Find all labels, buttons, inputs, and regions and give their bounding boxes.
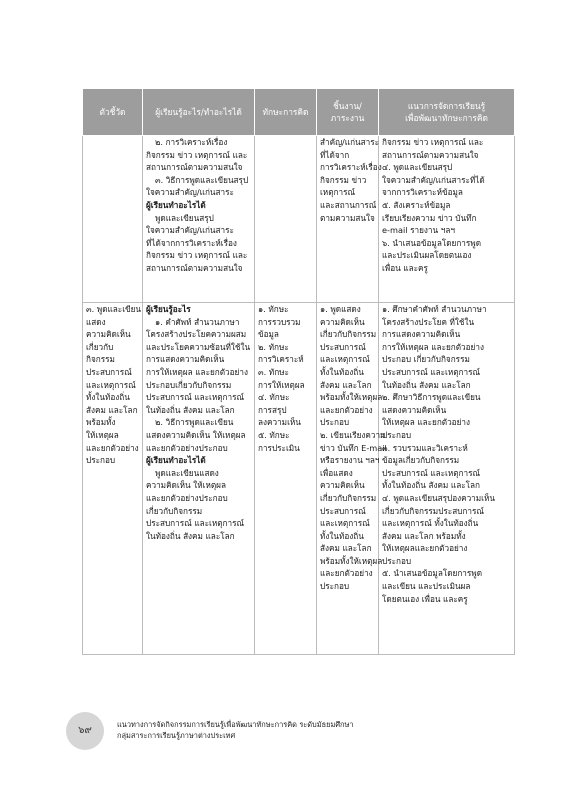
- cell-text-line: สถานการณ์ตามความสนใจ: [146, 162, 243, 173]
- cell-text-line: ๓. พูดและเขียน: [86, 304, 141, 314]
- cell-indicator: [83, 136, 143, 303]
- cell-workpiece: [317, 136, 382, 303]
- cell-text-line: เกี่ยวกับกิจกรรม: [146, 505, 203, 516]
- cell-text-line: ๒. การวิเคราะห์เรื่อง: [155, 137, 228, 147]
- cell-text-line: พูดและเขียนสรุป: [155, 212, 214, 223]
- cell-text-line: สังคม และโลก พร้อมทั้ง: [382, 530, 466, 541]
- cell-text-line: พร้อมทั้ง: [86, 417, 116, 428]
- cell-text-line: ความคิดเห็น: [320, 316, 365, 327]
- header-teaching-approach: แนวการจัดการเรียนรู้ เพื่อพัฒนาทักษะการคิด: [379, 89, 515, 136]
- cell-text-line: ประกอบ: [320, 417, 350, 428]
- cell-text-line: กิจกรรม ข่าว: [320, 174, 367, 185]
- cell-text-line: กิจกรรม ข่าว เหตุการณ์ และ: [146, 149, 248, 160]
- cell-text-line: และประโยคความซ้อนที่ใช้ใน: [146, 341, 251, 352]
- page-number: ๖๙: [66, 712, 104, 750]
- cell-text-line: e-mail รายงาน ฯลฯ: [382, 225, 455, 236]
- cell-text-line: ประสบการณ์: [320, 341, 366, 352]
- cell-text-line: ๔. พูดและเขียนสรุป: [382, 162, 453, 173]
- cell-text-line: ข่าว บันทึก E-mail: [320, 442, 387, 453]
- cell-heading: ผู้เรียนทำอะไรได้: [146, 199, 206, 210]
- cell-learner-outcome: [143, 303, 255, 655]
- cell-text-line: ใจความสำคัญ/แก่นสาระที่ได้: [382, 174, 485, 185]
- cell-heading: ผู้เรียนทำอะไรได้: [146, 455, 206, 466]
- cell-text-line: และยกตัวอย่าง: [86, 442, 139, 453]
- cell-text-line: และเหตุการณ์ ทั้งในท้องถิ่น: [382, 518, 479, 529]
- cell-text-line: โครงสร้างประโยค ที่ใช้ใน: [382, 316, 475, 327]
- cell-text-line: ประกอบ: [320, 581, 350, 592]
- cell-text-line: ในท้องถิ่น สังคม และโลก: [146, 530, 235, 541]
- cell-text-line: การให้เหตุผล: [258, 379, 305, 390]
- cell-text-line: โดยตนเอง เพื่อน และครู: [382, 593, 468, 604]
- cell-text-line: ใจความสำคัญ/แก่นสาระ: [146, 225, 234, 236]
- cell-text-line: สังคม และโลก: [86, 404, 138, 415]
- cell-text-line: ประสบการณ์ และเหตุการณ์: [382, 467, 481, 478]
- cell-text-line: เกี่ยวกับ: [86, 341, 114, 352]
- cell-text-line: ในท้องถิ่น สังคม และโลก: [382, 379, 471, 390]
- cell-text-line: เกี่ยวกับกิจกรรม: [320, 492, 377, 503]
- cell-text-line: ๓. วิธีการพูดและเขียนสรุป: [155, 174, 249, 185]
- cell-text-line: ประกอบเกี่ยวกับกิจกรรม: [146, 379, 232, 390]
- cell-text-line: ๓. รวบรวมและวิเคราะห์: [382, 442, 468, 453]
- footer-text: [117, 719, 354, 741]
- cell-text-line: และเหตุการณ์: [320, 518, 370, 529]
- cell-text-line: ข้อมูลเกี่ยวกับกิจกรรม: [382, 455, 460, 466]
- cell-text-line: ทั้งในท้องถิ่น: [320, 530, 364, 541]
- cell-text-line: ใจความสำคัญ/แก่นสาระ: [146, 187, 234, 198]
- cell-text-line: ทั้งในท้องถิ่น สังคม และโลก: [382, 480, 480, 491]
- cell-text-line: การแสดงความคิดเห็น: [146, 354, 225, 365]
- cell-text-line: ๒. ศึกษาวิธีการพูดและเขียน: [382, 392, 481, 403]
- cell-text-line: สำคัญ/แก่นสาระ: [320, 137, 380, 147]
- cell-text-line: และเหตุการณ์: [320, 354, 370, 365]
- cell-text-line: ๒. วิธีการพูดและเขียน: [155, 417, 234, 428]
- cell-text-line: และสถานการณ์: [320, 199, 377, 210]
- header-workpiece: ชิ้นงาน/ ภาระงาน: [317, 89, 379, 136]
- cell-text-line: เพื่อแสดง: [320, 467, 353, 478]
- cell-text-line: สถานการณ์ตามความสนใจ: [146, 262, 243, 273]
- cell-text-line: ความคิดเห็น ให้เหตุผล: [146, 480, 226, 491]
- cell-text-line: ตามความสนใจ: [320, 212, 375, 223]
- cell-text-line: ความคิดเห็น: [86, 329, 131, 340]
- cell-text-line: การรวบรวม: [258, 316, 301, 327]
- cell-text-line: ๑. ศึกษาคำศัพท์ สำนวนภาษา: [382, 304, 487, 314]
- cell-text-line: แสดงความคิดเห็น ให้เหตุผล: [146, 429, 246, 440]
- cell-teaching-approach: [379, 136, 515, 303]
- cell-text-line: กิจกรรม ข่าว เหตุการณ์ และ: [146, 250, 248, 261]
- cell-text-line: เหตุการณ์: [320, 187, 356, 198]
- cell-text-line: กิจกรรม ข่าว เหตุการณ์ และ: [382, 137, 484, 147]
- cell-text-line: ประกอบ: [382, 555, 412, 566]
- cell-text-line: เกี่ยวกับกิจกรรมประสบการณ์: [382, 505, 484, 516]
- cell-text-line: ในท้องถิ่น สังคม และโลก: [146, 404, 235, 415]
- cell-text-line: สถานการณ์ตามความสนใจ: [382, 149, 479, 160]
- table-header-row: [83, 89, 515, 136]
- header-thinking-skill: ทักษะการคิด: [255, 89, 317, 136]
- cell-text-line: ๕. สังเคราะห์ข้อมูล: [382, 199, 451, 210]
- cell-text-line: ประสบการณ์: [320, 505, 366, 516]
- cell-text-line: เกี่ยวกับกิจกรรม: [320, 329, 377, 340]
- cell-text-line: ให้เหตุผล และยกตัวอย่าง: [382, 417, 470, 428]
- cell-text-line: ความคิดเห็น: [320, 480, 365, 491]
- cell-text-line: ๒. ทักษะ: [258, 341, 289, 352]
- cell-text-line: ๖. นำเสนอข้อมูลโดยการพูด: [382, 237, 482, 248]
- cell-text-line: พร้อมทั้งให้เหตุผล: [320, 392, 383, 403]
- cell-text-line: และประเมินผลโดยตนเอง: [382, 250, 472, 261]
- header-indicator: ตัวชี้วัด: [83, 89, 143, 136]
- cell-text-line: ๒. เขียนเรียงความ: [320, 429, 386, 440]
- curriculum-table: [82, 88, 515, 655]
- cell-text-line: แสดงความคิดเห็น: [382, 404, 447, 415]
- cell-text-line: ๕. ทักษะ: [258, 429, 290, 440]
- footer-line-2: กลุ่มสาระการเรียนรู้ภาษาต่างประเทศ: [117, 731, 236, 740]
- cell-text-line: จากการวิเคราะห์ข้อมูล: [382, 187, 463, 198]
- cell-text-line: การให้เหตุผล และยกตัวอย่าง: [382, 341, 484, 352]
- cell-text-line: ประสบการณ์ และเหตุการณ์: [382, 366, 481, 377]
- cell-text-line: และยกตัวอย่างประกอบ: [146, 492, 228, 503]
- cell-indicator: [83, 303, 143, 655]
- cell-text-line: สังคม และโลก: [320, 543, 372, 554]
- cell-text-line: ลงความเห็น: [258, 417, 301, 428]
- cell-text-line: ประกอบ: [382, 429, 412, 440]
- table-row: [83, 136, 515, 303]
- cell-text-line: ประกอบ เกี่ยวกับกิจกรรม: [382, 354, 470, 365]
- cell-text-line: ให้เหตุผลและยกตัวอย่าง: [382, 543, 468, 554]
- cell-text-line: แสดง: [86, 316, 106, 327]
- cell-text-line: และยกตัวอย่างประกอบ: [146, 442, 228, 453]
- cell-text-line: ๕. นำเสนอข้อมูลโดยการพูด: [382, 568, 483, 579]
- cell-text-line: เรียบเรียงความ ข่าว บันทึก: [382, 212, 477, 223]
- cell-text-line: ๔. พูดและเขียนสรุปองความเห็น: [382, 492, 495, 503]
- cell-text-line: ประสบการณ์ และเหตุการณ์: [146, 392, 245, 403]
- cell-text-line: ประสบการณ์ และเหตุการณ์: [146, 518, 245, 529]
- cell-learner-outcome: [143, 136, 255, 303]
- cell-text-line: และเหตุการณ์: [86, 379, 136, 390]
- cell-text-line: กิจกรรม: [86, 354, 115, 365]
- cell-thinking-skill: [255, 303, 317, 655]
- cell-text-line: สังคม และโลก: [320, 379, 372, 390]
- cell-text-line: ประสบการณ์: [86, 366, 132, 377]
- header-learner-outcome: ผู้เรียนรู้อะไร/ทำอะไรได้: [143, 89, 255, 136]
- cell-text-line: และเขียน และประเมินผล: [382, 581, 471, 592]
- cell-text-line: ที่ได้จาก: [320, 149, 350, 160]
- cell-text-line: ๑. ทักษะ: [258, 304, 289, 314]
- cell-text-line: การประเมิน: [258, 442, 300, 453]
- footer-line-1: แนวทางการจัดกิจกรรมการเรียนรู้เพื่อพัฒนาทักษะการคิด ระดับมัธยมศึกษา: [117, 720, 354, 729]
- cell-text-line: หรือรายงาน ฯลฯ: [320, 455, 380, 466]
- cell-text-line: การวิเคราะห์เรื่อง: [320, 162, 382, 173]
- cell-text-line: ประกอบ: [86, 455, 116, 466]
- cell-text-line: พร้อมทั้งให้เหตุผล: [320, 555, 383, 566]
- cell-text-line: การสรุป: [258, 404, 287, 415]
- cell-text-line: การแสดงความคิดเห็น: [382, 329, 461, 340]
- cell-text-line: การวิเคราะห์: [258, 354, 304, 365]
- cell-text-line: ๑. คำศัพท์ สำนวนภาษา: [155, 316, 240, 327]
- cell-text-line: ๑. พูดแสดง: [320, 304, 361, 314]
- cell-text-line: ที่ได้จากการวิเคราะห์เรื่อง: [146, 237, 237, 248]
- cell-thinking-skill: [255, 136, 317, 303]
- cell-text-line: เพื่อน และครู: [382, 262, 428, 273]
- cell-text-line: การให้เหตุผล และยกตัวอย่าง: [146, 366, 248, 377]
- cell-text-line: ข้อมูล: [258, 329, 279, 340]
- table-row: [83, 303, 515, 655]
- cell-heading: ผู้เรียนรู้อะไร: [146, 304, 191, 314]
- cell-text-line: และยกตัวอย่าง: [320, 404, 373, 415]
- cell-text-line: โครงสร้างประโยคความผสม: [146, 329, 247, 340]
- cell-text-line: ๔. ทักษะ: [258, 392, 290, 403]
- cell-text-line: พูดและเขียนแสดง: [155, 467, 219, 478]
- cell-text-line: ทั้งในท้องถิ่น: [320, 366, 364, 377]
- cell-workpiece: [317, 303, 387, 655]
- cell-text-line: และยกตัวอย่าง: [320, 568, 373, 579]
- cell-text-line: ๓. ทักษะ: [258, 366, 289, 377]
- cell-text-line: ให้เหตุผล: [86, 429, 119, 440]
- cell-teaching-approach: [379, 303, 515, 655]
- cell-text-line: ทั้งในท้องถิ่น: [86, 392, 130, 403]
